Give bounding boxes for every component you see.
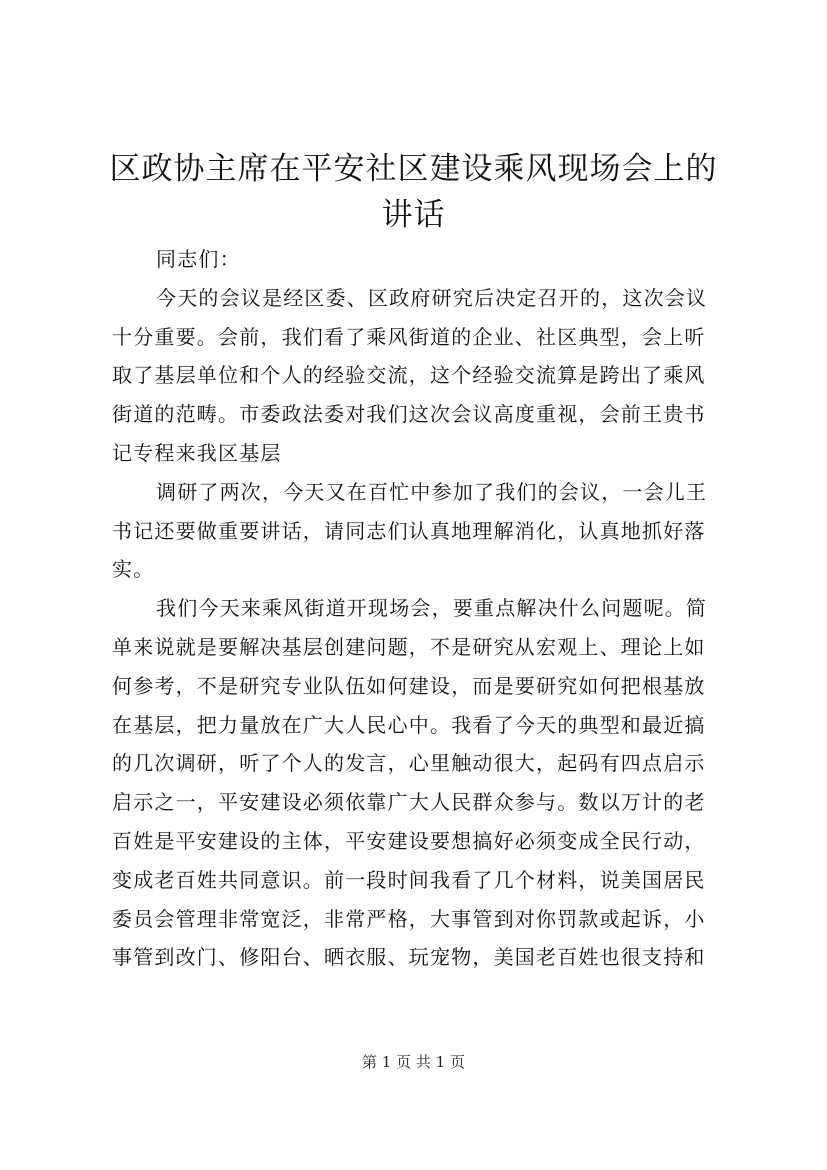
- text-line: 启示之一，平安建设必须依靠广大人民群众参与。数以万计的老: [112, 790, 706, 815]
- text-line: 十分重要。会前，我们看了乘风街道的企业、社区典型，会上听: [112, 324, 706, 349]
- text-line: 百姓是平安建设的主体，平安建设要想搞好必须变成全民行动，: [112, 828, 706, 853]
- text-line: 取了基层单位和个人的经验交流，这个经验交流算是跨出了乘风: [112, 363, 706, 388]
- text-line: 街道的范畴。市委政法委对我们这次会议高度重视，会前王贵书: [112, 402, 706, 427]
- text-line: 同志们：: [156, 247, 241, 271]
- text-line: 实。: [112, 557, 155, 582]
- text-line: 单来说就是要解决基层创建问题，不是研究从宏观上、理论上如: [112, 634, 706, 659]
- text-line: 调研了两次，今天又在百忙中参加了我们的会议，一会儿王: [156, 479, 708, 504]
- paragraph: [112, 473, 716, 589]
- paragraph: [112, 589, 716, 977]
- text-line: 今天的会议是经区委、区政府研究后决定召开的，这次会议: [156, 285, 708, 310]
- text-line: 的几次调研，听了个人的发言，心里触动很大，起码有四点启示: [112, 751, 706, 776]
- text-line: 我们今天来乘风街道开现场会，要重点解决什么问题呢。简: [156, 596, 708, 621]
- text-line: 记专程来我区基层: [112, 440, 282, 465]
- document-title: 区政协主席在平安社区建设乘风现场会上的讲话: [109, 151, 718, 233]
- page-footer: 第 1 页 共 1 页: [362, 1053, 465, 1071]
- paragraph: [112, 279, 716, 473]
- text-line: 在基层，把力量放在广大人民心中。我看了今天的典型和最近搞: [112, 712, 706, 737]
- text-line: 委员会管理非常宽泛，非常严格，大事管到对你罚款或起诉，小: [112, 906, 706, 931]
- paragraph-greeting: [112, 240, 716, 279]
- text-line: 变成老百姓共同意识。前一段时间我看了几个材料，说美国居民: [112, 867, 706, 892]
- text-line: 事管到改门、修阳台、晒衣服、玩宠物，美国老百姓也很支持和: [112, 945, 706, 970]
- text-line: 书记还要做重要讲话，请同志们认真地理解消化，认真地抓好落: [112, 518, 706, 543]
- text-line: 何参考，不是研究专业队伍如何建设，而是要研究如何把根基放: [112, 673, 706, 698]
- document-body: [112, 240, 716, 977]
